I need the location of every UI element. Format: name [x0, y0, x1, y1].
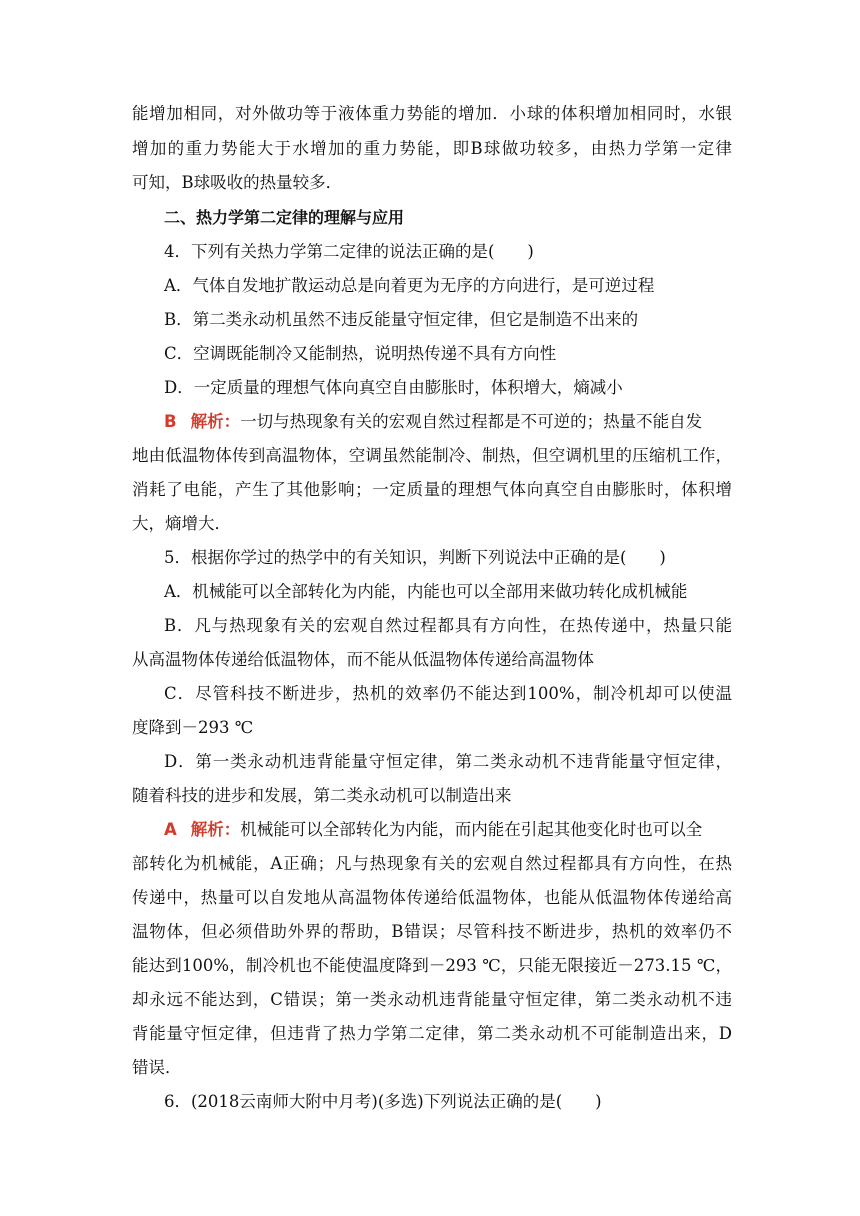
section-heading: 二、热力学第二定律的理解与应用	[164, 208, 405, 227]
q5-analysis-line-7: 背能量守恒定律，但违背了热力学第二定律，第二类永动机不可能制造出来，D	[132, 1024, 732, 1043]
q4-analysis-line-4: 大，熵增大．	[132, 514, 231, 533]
q5-option-d-line-1: D．第一类永动机违背能量守恒定律，第二类永动机不违背能量守恒定律，	[164, 752, 732, 771]
q6-stem: 6．(2018云南师大附中月考)(多选)下列说法正确的是( )	[164, 1092, 602, 1111]
q5-option-c-line-1: C．尽管科技不断进步，热机的效率仍不能达到100%，制冷机却可以使温	[164, 684, 732, 703]
q5-analysis-line-5: 能达到100%，制冷机也不能使温度降到－293 ℃，只能无限接近－273.15 ℃，	[132, 956, 732, 975]
q5-analysis-line-4: 温物体，但必须借助外界的帮助，B错误；尽管科技不断进步，热机的效率仍不	[132, 922, 732, 941]
q5-option-b-line-1: B．凡与热现象有关的宏观自然过程都具有方向性，在热传递中，热量只能	[164, 616, 732, 635]
q4-analysis-text-1: 一切与热现象有关的宏观自然过程都是不可逆的；热量不能自发	[240, 412, 703, 431]
q4-analysis-line-1	[164, 411, 732, 433]
q4-analysis-line-2: 地由低温物体传到高温物体，空调虽然能制冷、制热，但空调机里的压缩机工作，	[132, 446, 732, 465]
prev-explanation-line-1: 能增加相同，对外做功等于液体重力势能的增加．小球的体积增加相同时，水银	[132, 104, 732, 123]
q4-option-a: A．气体自发地扩散运动总是向着更为无序的方向进行，是可逆过程	[164, 276, 655, 295]
q4-option-c: C．空调既能制冷又能制热，说明热传递不具有方向性	[164, 344, 557, 363]
q5-answer: A	[164, 820, 177, 839]
q5-option-a: A．机械能可以全部转化为内能，内能也可以全部用来做功转化成机械能	[164, 582, 688, 601]
q4-analysis-label: 解析：	[190, 412, 241, 431]
q5-option-d-line-2: 随着科技的进步和发展，第二类永动机可以制造出来	[132, 786, 512, 805]
q4-option-d: D．一定质量的理想气体向真空自由膨胀时，体积增大，熵减小	[164, 378, 623, 397]
prev-explanation-line-2: 增加的重力势能大于水增加的重力势能，即B球做功较多，由热力学第一定律	[132, 139, 732, 158]
q5-analysis-line-3: 传递中，热量可以自发地从高温物体传递给低温物体，也能从低温物体传递给高	[132, 888, 732, 907]
q4-option-b: B．第二类永动机虽然不违反能量守恒定律，但它是制造不出来的	[164, 310, 639, 329]
q5-option-b-line-2: 从高温物体传递给低温物体，而不能从低温物体传递给高温物体	[132, 650, 594, 669]
q5-analysis-text-1: 机械能可以全部转化为内能，而内能在引起其他变化时也可以全	[240, 820, 703, 839]
q5-analysis-line-1	[164, 819, 732, 841]
q5-analysis-line-8: 错误．	[132, 1058, 182, 1077]
prev-explanation-line-3: 可知，B球吸收的热量较多．	[132, 173, 343, 192]
q4-stem: 4．下列有关热力学第二定律的说法正确的是( )	[164, 242, 534, 261]
q4-analysis-line-3: 消耗了电能，产生了其他影响；一定质量的理想气体向真空自由膨胀时，体积增	[132, 480, 732, 499]
q5-analysis-label: 解析：	[190, 820, 241, 839]
q5-analysis-line-6: 却永远不能达到，C错误；第一类永动机违背能量守恒定律，第二类永动机不违	[132, 990, 732, 1009]
q5-option-c-line-2: 度降到－293 ℃	[132, 718, 254, 737]
q4-answer: B	[164, 412, 177, 431]
q5-analysis-line-2: 部转化为机械能，A正确；凡与热现象有关的宏观自然过程都具有方向性，在热	[132, 854, 732, 873]
q5-stem: 5．根据你学过的热学中的有关知识，判断下列说法中正确的是( )	[164, 548, 666, 567]
